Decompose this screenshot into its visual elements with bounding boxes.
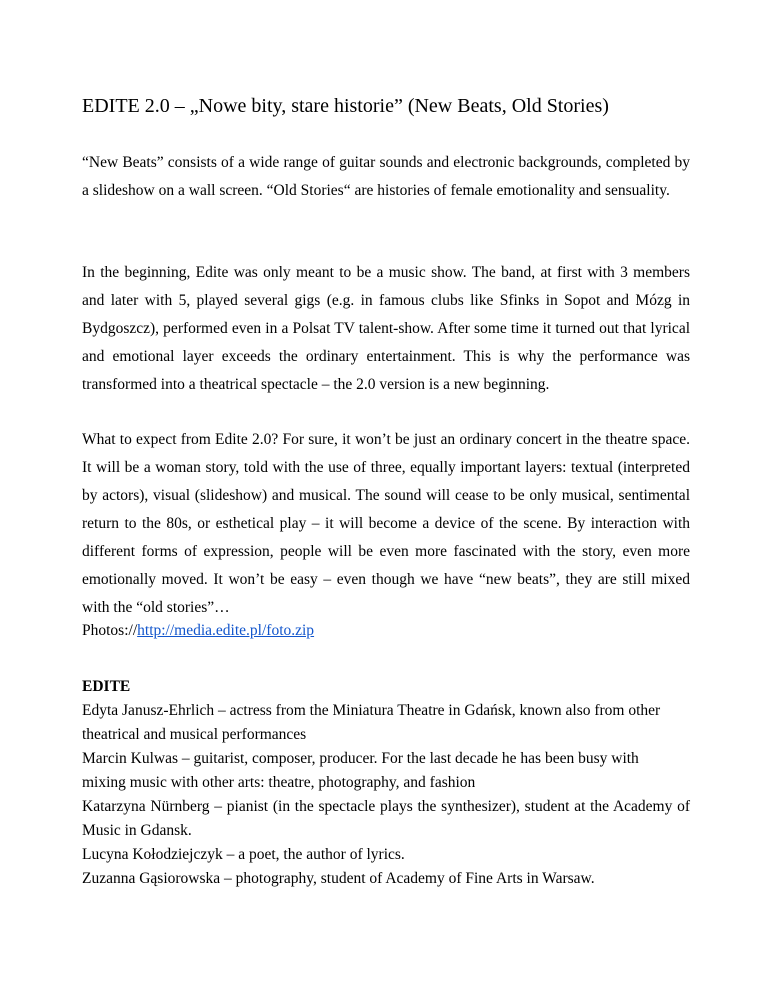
member-katarzyna-nurnberg: Katarzyna Nürnberg – pianist (in the spectacle plays the synthesizer), student at the Academy of Music in Gdansk. xyxy=(82,798,690,839)
section-heading-edite: EDITE xyxy=(82,678,131,695)
photos-link[interactable]: http://media.edite.pl/foto.zip xyxy=(137,622,315,639)
photos-line xyxy=(82,620,314,642)
member-marcin-kulwas: Marcin Kulwas – guitarist, composer, producer. For the last decade he has been busy with mixing music with other arts: theatre, photography, and fashion xyxy=(82,750,639,791)
member-zuzanna-gasiorowska: Zuzanna Gąsiorowska – photography, student of Academy of Fine Arts in Warsaw. xyxy=(82,870,595,887)
members-list xyxy=(82,699,690,891)
member-lucyna-kolodziejczyk: Lucyna Kołodziejczyk – a poet, the author of lyrics. xyxy=(82,846,405,863)
photos-prefix: Photos:// xyxy=(82,622,138,639)
paragraph-beginning: In the beginning, Edite was only meant to be a music show. The band, at first with 3 members and later with 5, played several gigs (e.g. in famous clubs like Sfinks in Sopot and Mózg in Bydgoszcz), performed even in a Polsat TV talent-show. After some time it turned out that lyrical and emotional layer exceeds the ordinary entertainment. This is why the performance was transformed into a theatrical spectacle – the 2.0 version is a new beginning. xyxy=(82,264,690,393)
document-title: EDITE 2.0 – „Nowe bity, stare historie” (New Beats, Old Stories) xyxy=(82,95,609,117)
member-edyta-janusz-ehrlich: Edyta Janusz-Ehrlich – actress from the Miniatura Theatre in Gdańsk, known also from other theatrical and musical performances xyxy=(82,702,661,743)
paragraph-new-beats: “New Beats” consists of a wide range of guitar sounds and electronic backgrounds, completed by a slideshow on a wall screen. “Old Stories“ are histories of female emotionality and sensuality. xyxy=(82,154,690,199)
paragraph-what-to-expect: What to expect from Edite 2.0? For sure, it won’t be just an ordinary concert in the theatre space. It will be a woman story, told with the use of three, equally important layers: textual (interpreted by actors), visual (slideshow) and musical. The sound will cease to be only musical, sentimental return to the 80s, or esthetical play – it will become a device of the scene. By interaction with different forms of expression, people will be even more fascinated with the story, even more emotionally moved. It won’t be easy – even though we have “new beats”, they are still mixed with the “old stories”… xyxy=(82,431,690,616)
